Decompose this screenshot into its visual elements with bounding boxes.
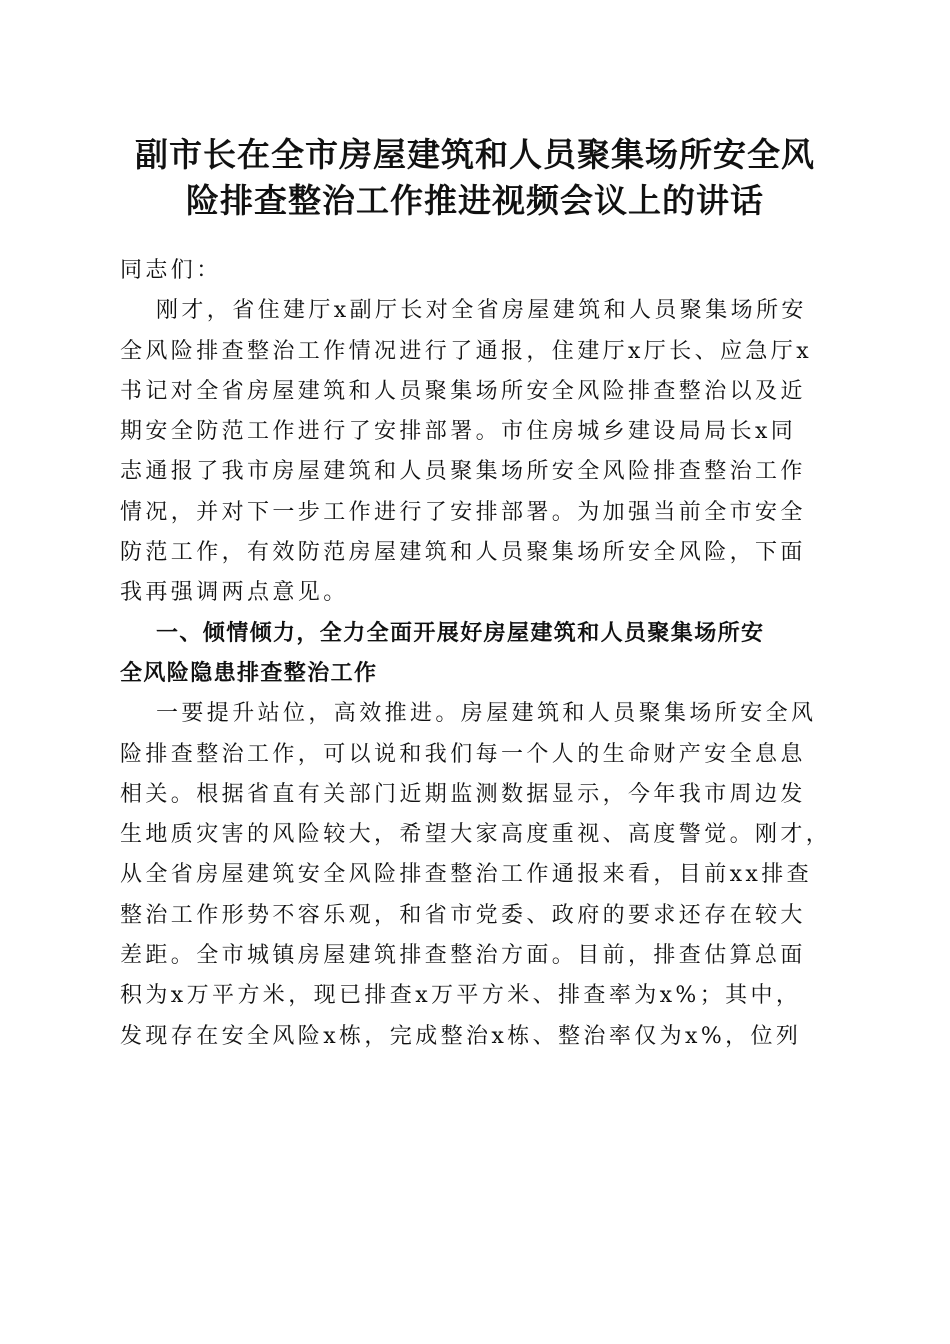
document-body: [120, 251, 830, 1057]
paragraph-line: 发现存在安全风险x栋，完成整治x栋、整治率仅为x%，位列: [120, 1023, 802, 1049]
section-heading: [120, 614, 830, 695]
document-title: [100, 132, 850, 224]
paragraph-line: 刚才，省住建厅x副厅长对全省房屋建筑和人员聚集场所安: [156, 298, 807, 324]
paragraph-line: 书记对全省房屋建筑和人员聚集场所安全风险排查整治以及近: [120, 378, 806, 404]
heading-line: 一、倾情倾力，全力全面开展好房屋建筑和人员聚集场所安: [156, 620, 765, 646]
paragraph-line: 防范工作，有效防范房屋建筑和人员聚集场所安全风险，下面: [120, 540, 806, 566]
paragraph-line: 从全省房屋建筑安全风险排查整治工作通报来看，目前xx排查: [120, 862, 813, 888]
paragraph-line: 我再强调两点意见。: [120, 580, 349, 606]
paragraph-opening: [120, 291, 830, 613]
paragraph-line: 期安全防范工作进行了安排部署。市住房城乡建设局局长x同: [120, 419, 797, 445]
paragraph-section-one: [120, 694, 830, 1057]
paragraph-line: 生地质灾害的风险较大，希望大家高度重视、高度警觉。刚才，: [120, 822, 832, 848]
paragraph-line: 全风险排查整治工作情况进行了通报，住建厅x厅长、应急厅x: [120, 338, 813, 364]
paragraph-line: 情况，并对下一步工作进行了安排部署。为加强当前全市安全: [120, 499, 806, 525]
paragraph-line: 整治工作形势不容乐观，和省市党委、政府的要求还存在较大: [120, 902, 806, 928]
paragraph-line: 志通报了我市房屋建筑和人员聚集场所安全风险排查整治工作: [120, 459, 806, 485]
paragraph-line: 险排查整治工作，可以说和我们每一个人的生命财产安全息息: [120, 741, 806, 767]
title-line: 副市长在全市房屋建筑和人员聚集场所安全风: [135, 135, 815, 174]
paragraph-line: 差距。全市城镇房屋建筑排查整治方面。目前，排查估算总面: [120, 943, 806, 969]
paragraph-line: 积为x万平方米，现已排查x万平方米、排查率为x%；其中，: [120, 983, 802, 1009]
salutation: 同志们：: [120, 258, 222, 283]
paragraph-line: 相关。根据省直有关部门近期监测数据显示，今年我市周边发: [120, 781, 806, 807]
heading-line: 全风险隐患排查整治工作: [120, 660, 378, 686]
title-line: 险排查整治工作推进视频会议上的讲话: [186, 181, 764, 220]
paragraph-line: 一要提升站位，高效推进。房屋建筑和人员聚集场所安全风: [156, 701, 817, 727]
